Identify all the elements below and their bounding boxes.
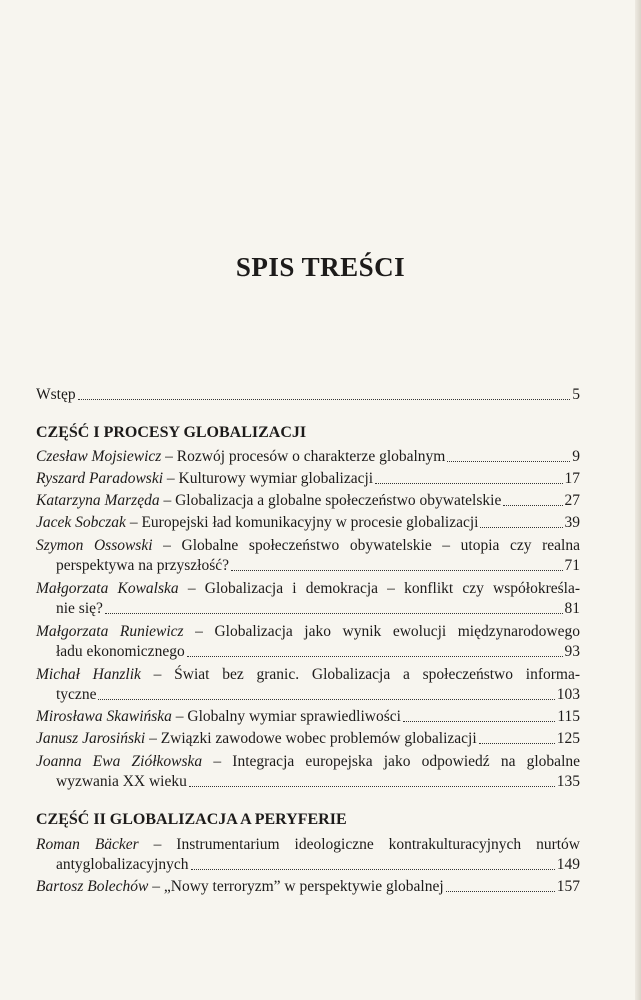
page-number: 9 [572, 448, 580, 465]
dot-leader [78, 399, 571, 400]
entry-author: Michał Hanzlik [36, 666, 141, 683]
entry-title: „Nowy terroryzm” w perspektywie globalnej [163, 878, 444, 895]
part-heading: CZĘŚĆ I PROCESY GLOBALIZACJI [36, 424, 307, 441]
part-heading: CZĘŚĆ II GLOBALIZACJA A PERYFERIE [36, 811, 347, 828]
entry-title-continued: ładu ekonomicznego [56, 643, 185, 660]
entry-author: Małgorzata Kowalska [36, 580, 179, 597]
entry-title-continued: tyczne [56, 686, 97, 703]
page-number: 149 [556, 856, 580, 873]
dot-leader [105, 613, 563, 614]
dot-leader [403, 721, 555, 722]
toc-entry[interactable]: Szymon Ossowski – Globalne społeczeństwo obywatelskie – utopia czy realna perspektywa na przyszłość? 71 [36, 537, 580, 574]
page-number: 81 [564, 600, 580, 617]
page-number: 103 [556, 686, 580, 703]
dot-leader [187, 656, 563, 657]
page-number: 93 [564, 643, 580, 660]
toc-entry[interactable]: Michał Hanzlik – Świat bez granic. Globalizacja a społeczeństwo informa- tyczne 103 [36, 666, 580, 703]
toc-entry[interactable]: Katarzyna Marzęda – Globalizacja a globalne społeczeństwo obywatelskie 27 [36, 492, 580, 509]
dot-leader [98, 699, 554, 700]
page-edge [635, 0, 641, 1000]
entry-title: Kulturowy wymiar globalizacji [178, 470, 374, 487]
page-title: SPIS TREŚCI [235, 252, 406, 282]
entry-title: Instrumentarium ideologiczne kontrakulturacyjnych nurtów [176, 836, 580, 853]
page-number: 71 [564, 557, 580, 574]
dot-leader [446, 891, 555, 892]
entry-title: Globalizacja a globalne społeczeństwo obywatelskie [175, 492, 502, 509]
entry-author: Małgorzata Runiewicz [36, 623, 184, 640]
dot-leader [375, 483, 562, 484]
entry-title: Globalny wymiar sprawiedliwości [187, 708, 401, 725]
entry-author: Bartosz Bolechów [36, 878, 149, 895]
entry-author: Mirosława Skawińska [36, 708, 172, 725]
entry-title: Świat bez granic. Globalizacja a społeczeństwo informa- [174, 666, 580, 683]
dot-leader [480, 527, 562, 528]
entry-title-continued: perspektywa na przyszłość? [56, 557, 230, 574]
entry-author: Szymon Ossowski [36, 537, 153, 554]
entry-title: Związki zawodowe wobec problemów globalizacji [160, 730, 477, 747]
dot-leader [479, 743, 555, 744]
page-number: 17 [564, 470, 580, 487]
page-number: 39 [564, 514, 580, 531]
entry-title-continued: nie się? [56, 600, 103, 617]
entry-title: Integracja europejska jako odpowiedź na globalne [232, 753, 580, 770]
dot-leader [231, 570, 562, 571]
dot-leader [191, 869, 555, 870]
dot-leader [503, 505, 562, 506]
page-number: 157 [556, 878, 580, 895]
entry-author: Czesław Mojsiewicz [36, 448, 162, 465]
entry-title-continued: antyglobalizacyjnych [56, 856, 189, 873]
toc-entry[interactable]: Joanna Ewa Ziółkowska – Integracja europejska jako odpowiedź na globalne wyzwania XX wieku 135 [36, 753, 580, 790]
toc-entry-intro[interactable] [36, 385, 580, 405]
toc-entry[interactable]: Mirosława Skawińska – Globalny wymiar sprawiedliwości 115 [36, 708, 580, 725]
toc-entry[interactable]: Małgorzata Runiewicz – Globalizacja jako wynik ewolucji międzynarodowego ładu ekonomicznego 93 [36, 623, 580, 660]
entry-title: Wstęp [36, 386, 76, 403]
entry-author: Joanna Ewa Ziółkowska [36, 753, 203, 770]
dot-leader [447, 461, 570, 462]
dot-leader [189, 786, 555, 787]
entry-title: Globalizacja jako wynik ewolucji międzynarodowego [214, 623, 580, 640]
entry-title: Globalizacja i demokracja – konflikt czy współokreśla- [204, 580, 580, 597]
page-number: 115 [557, 708, 580, 725]
entry-author: Janusz Jarosiński [36, 730, 146, 747]
toc-entry[interactable]: Ryszard Paradowski – Kulturowy wymiar globalizacji 17 [36, 470, 580, 487]
toc-entry[interactable]: Jacek Sobczak – Europejski ład komunikacyjny w procesie globalizacji 39 [36, 514, 580, 531]
entry-author: Jacek Sobczak [36, 514, 126, 531]
toc-entry[interactable]: Małgorzata Kowalska – Globalizacja i demokracja – konflikt czy współokreśla- nie się? 81 [36, 580, 580, 617]
table-of-contents [36, 385, 580, 899]
page-number: 135 [556, 773, 580, 790]
entry-author: Katarzyna Marzęda [36, 492, 160, 509]
toc-entry[interactable]: Czesław Mojsiewicz – Rozwój procesów o charakterze globalnym 9 [36, 448, 580, 465]
entry-title: Rozwój procesów o charakterze globalnym [176, 448, 446, 465]
toc-entry[interactable]: Roman Bäcker – Instrumentarium ideologiczne kontrakulturacyjnych nurtów antyglobalizacyjnych 149 [36, 836, 580, 873]
entry-title: Globalne społeczeństwo obywatelskie – utopia czy realna [181, 537, 580, 554]
toc-entry[interactable]: Janusz Jarosiński – Związki zawodowe wobec problemów globalizacji 125 [36, 730, 580, 747]
page-number: 125 [556, 730, 580, 747]
entry-title-continued: wyzwania XX wieku [56, 773, 187, 790]
entry-author: Ryszard Paradowski [36, 470, 164, 487]
entry-title: Europejski ład komunikacyjny w procesie globalizacji [141, 514, 479, 531]
toc-entry[interactable]: Bartosz Bolechów – „Nowy terroryzm” w perspektywie globalnej 157 [36, 878, 580, 895]
entry-author: Roman Bäcker [36, 836, 139, 853]
page-number: 5 [572, 386, 580, 403]
page-number: 27 [564, 492, 580, 509]
